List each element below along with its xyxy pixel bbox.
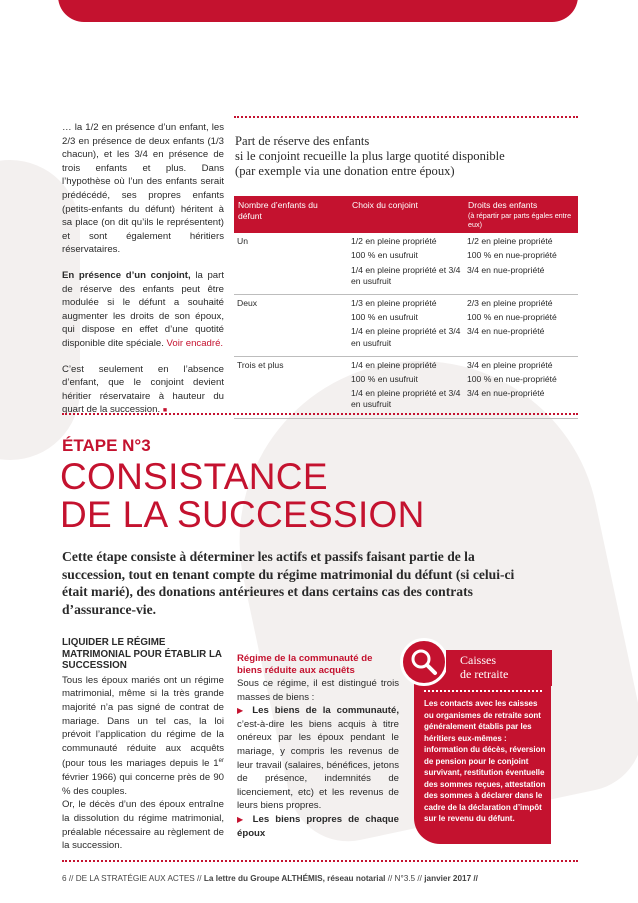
choix-line: 1/3 en pleine propriété xyxy=(351,298,437,309)
divider-line xyxy=(234,116,578,118)
cell-droits xyxy=(464,295,578,357)
intro-column xyxy=(62,121,224,430)
liquider-paragraph: Or, le décès d’un des époux entraîne la dissolution du régime matrimonial, préalable nécessaire au règlement de la succession. xyxy=(62,799,224,852)
section-title: CONSISTANCE DE LA SUCCESSION xyxy=(60,456,425,535)
cell-choix xyxy=(348,356,464,418)
divider-line xyxy=(62,413,578,415)
liquider-column xyxy=(62,637,224,853)
reserve-table xyxy=(234,196,578,419)
footer-section: DE LA STRATÉGIE AUX ACTES xyxy=(75,874,195,883)
droits-line: 100 % en nue-propriété xyxy=(467,312,557,323)
intro-paragraph: En présence d’un conjoint, la part de réserve des enfants peut être modulée si le défunt a souhaité augmenter les droits de son époux, qui dispose en effet d’une quotité disponible dite spéciale. Voir encadré. xyxy=(62,269,224,349)
sidebox-heading: Caisses de retraite xyxy=(446,650,552,686)
cell-droits xyxy=(464,356,578,418)
divider-line xyxy=(62,860,578,862)
etape-label: ÉTAPE N°3 xyxy=(62,436,151,455)
liquider-title: LIQUIDER LE RÉGIME MATRIMONIAL POUR ÉTABLIR LA SUCCESSION xyxy=(62,637,222,672)
triangle-right-icon: ▶ xyxy=(237,706,247,716)
table-header: Choix du conjoint xyxy=(348,196,464,233)
droits-line: 1/2 en pleine propriété xyxy=(467,236,553,247)
triangle-right-icon: ▶ xyxy=(237,814,247,824)
choix-line: 1/4 en pleine propriété xyxy=(351,359,437,370)
cell-nombre: Trois et plus xyxy=(234,356,348,418)
cell-nombre: Deux xyxy=(234,295,348,357)
regime-bullet: ▶ Les biens propres de chaque époux xyxy=(237,813,399,839)
table-header: Droits des enfants (à répartir par parts égales entre eux) xyxy=(464,196,578,233)
regime-column xyxy=(237,653,399,840)
voir-encadre-link[interactable]: Voir encadré. xyxy=(166,337,224,349)
intro-paragraph: … la 1/2 en présence d’un enfant, les 2/3 en présence de deux enfants (1/3 chacun), et les 3/4 en présence de trois enfants et plus. Dans l’hypothèse où l’un des enfants serait prédécédé, ses propres enfants (petits-enfants du défunt) héritent à sa place (on dit qu’ils le représentent) et sont également héritiers réservataires. xyxy=(62,122,224,256)
choix-line: 100 % en usufruit xyxy=(351,250,418,261)
cell-droits xyxy=(464,233,578,294)
cell-choix xyxy=(348,295,464,357)
choix-line: 1/4 en pleine propriété et 3/4 en usufruit xyxy=(351,388,461,410)
droits-line: 100 % en nue-propriété xyxy=(467,250,557,261)
table-row xyxy=(234,356,578,418)
choix-line: 1/4 en pleine propriété et 3/4 en usufruit xyxy=(351,264,461,286)
regime-bullet: ▶ Les biens de la communauté, c’est-à-dire les biens acquis à titre onéreux par les époux pendant le mariage, y compris les revenus de leur travail (salaires, bénéfices, jetons de présence, indemnités de licenciement, etc) et les revenus de leurs biens propres. xyxy=(237,705,399,812)
page-number: 6 xyxy=(62,874,67,883)
table-row xyxy=(234,295,578,357)
end-mark-icon: ■ xyxy=(162,407,168,415)
table-row xyxy=(234,233,578,294)
regime-intro: Sous ce régime, il est distingué trois masses de biens : xyxy=(237,678,399,703)
droits-line: 3/4 en nue-propriété xyxy=(467,388,545,399)
choix-line: 1/4 en pleine propriété et 3/4 en usufruit xyxy=(351,326,461,348)
choix-line: 100 % en usufruit xyxy=(351,312,418,323)
sidebox-divider xyxy=(424,690,542,692)
droits-line: 3/4 en nue-propriété xyxy=(467,326,545,337)
droits-line: 3/4 en nue-propriété xyxy=(467,264,545,275)
sidebox-text: Les contacts avec les caisses ou organismes de retraite sont généralement établis par les héritiers eux-mêmes : information du décès, réversion de pension pour le conjoint survivant, restitution éventuelle des sommes reçues, attestation des sommes à déclarer dans le cadre de la déclaration d’impôt sur le revenu du défunt. xyxy=(424,699,546,823)
droits-line: 2/3 en pleine propriété xyxy=(467,298,553,309)
choix-line: 100 % en usufruit xyxy=(351,374,418,385)
footer-publication: La lettre du Groupe ALTHÉMIS, réseau notarial xyxy=(203,874,386,883)
droits-line: 100 % en nue-propriété xyxy=(467,374,557,385)
table-title: Part de réserve des enfants si le conjoint recueille la plus large quotité disponible (par exemple via une donation entre époux) xyxy=(235,134,505,178)
cell-nombre: Un xyxy=(234,233,348,294)
footer-issue: N°3.5 xyxy=(394,874,416,883)
page-footer: 6 // DE LA STRATÉGIE AUX ACTES // La lettre du Groupe ALTHÉMIS, réseau notarial // N°3.5 // janvier 2017 // xyxy=(62,874,478,883)
table-header: Nombre d’enfants du défunt xyxy=(234,196,348,233)
choix-line: 1/2 en pleine propriété xyxy=(351,236,437,247)
footer-date: janvier 2017 xyxy=(424,874,472,883)
header-tab xyxy=(58,0,578,22)
droits-line: 3/4 en pleine propriété xyxy=(467,359,553,370)
cell-choix xyxy=(348,233,464,294)
regime-title: Régime de la communauté de biens réduite aux acquêts xyxy=(237,653,373,676)
liquider-paragraph: Tous les époux mariés ont un régime matrimonial, même si la très grande majorité n’a pas signé de contrat de mariage. Dans un tel cas, la loi prévoit l’application du régime de la communauté réduite aux acquêts (pour tous les mariages depuis le 1er février 1966) qui concerne près de 90 % des couples. xyxy=(62,674,224,797)
intro-paragraph: C’est seulement en l’absence d’enfant, que le conjoint devient héritier réservataire à hauteur du quart de la succession. ■ xyxy=(62,363,224,416)
lead-paragraph: Cette étape consiste à déterminer les actifs et passifs faisant partie de la succession, tout en tenant compte du régime matrimonial du défunt (si celui-ci était marié), des donations antérieures et dans certains cas des contrats d’assurance-vie. xyxy=(62,549,515,617)
magnifier-icon xyxy=(400,638,448,686)
